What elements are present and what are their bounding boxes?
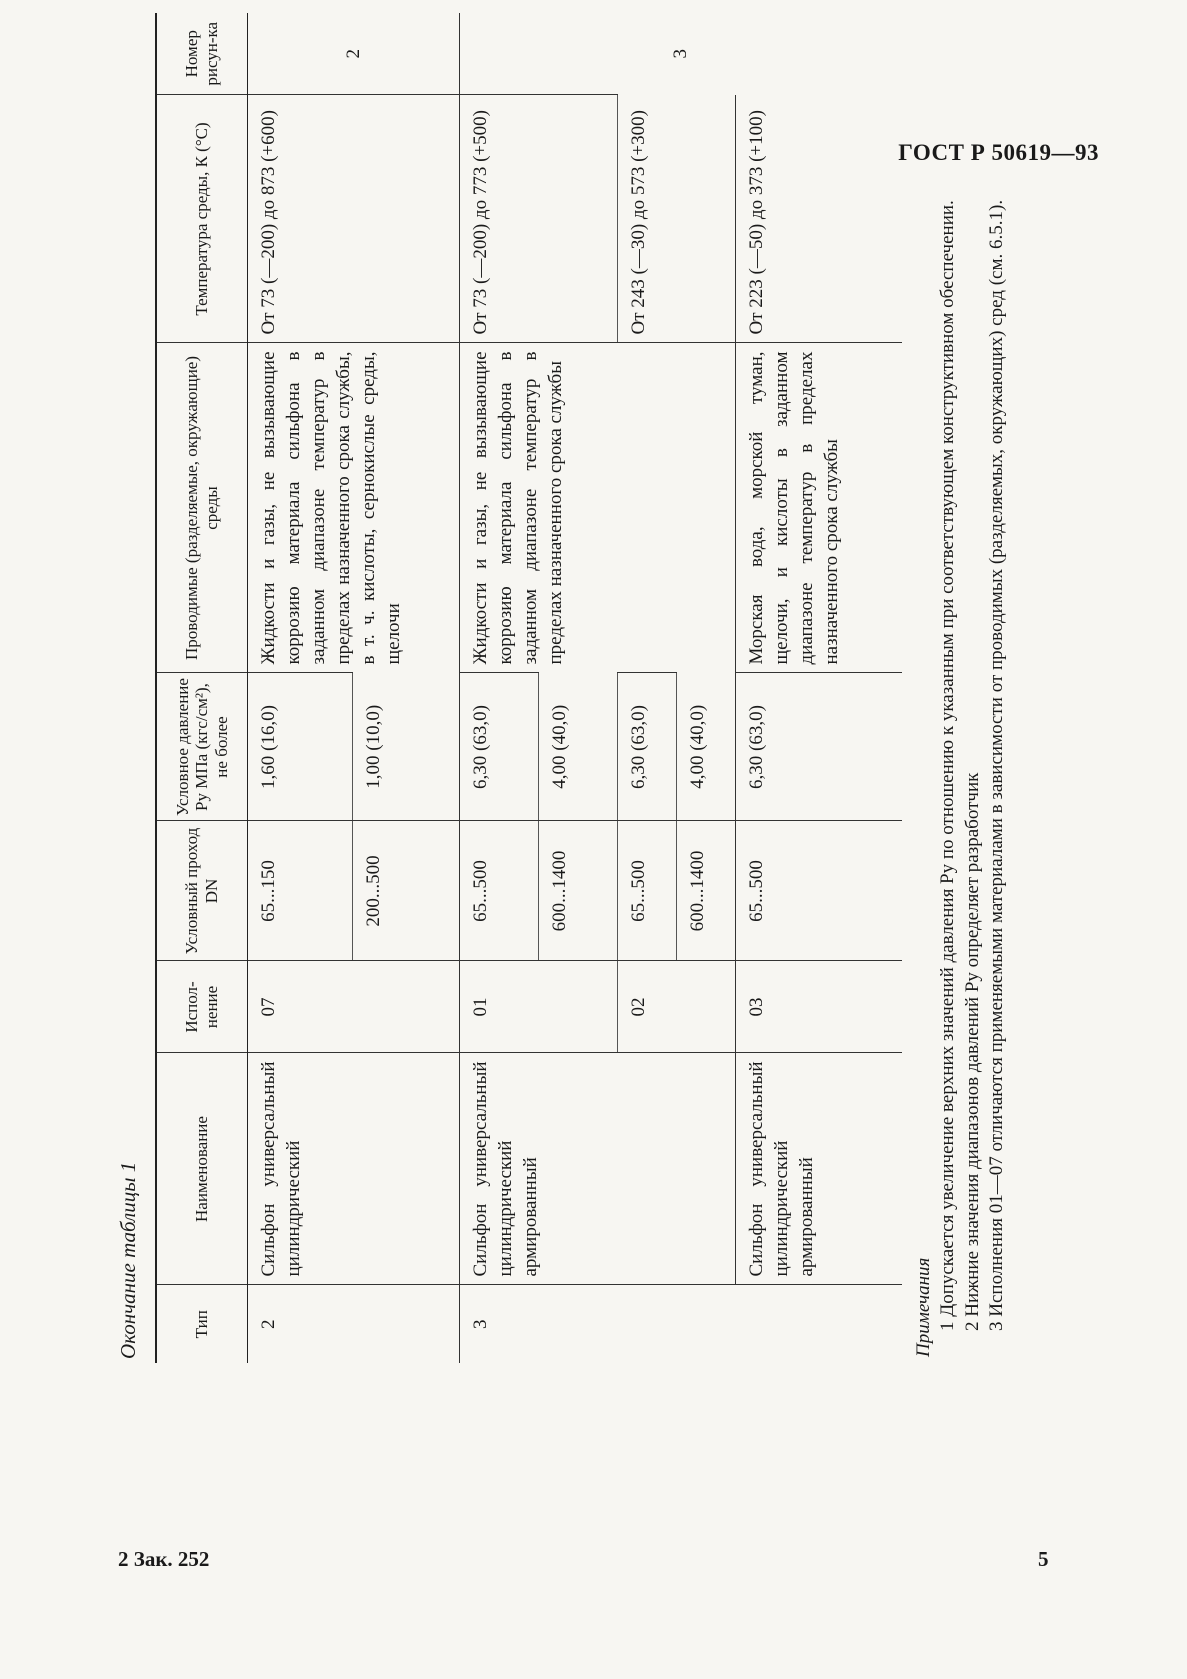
table-row	[248, 13, 353, 1363]
cell-pressure: 1,00 (10,0)	[353, 673, 460, 821]
notes-block	[912, 13, 1009, 1363]
document-code: ГОСТ Р 50619—93	[898, 140, 1099, 165]
cell-name: Сильфон универсальный цилиндрический армированный	[736, 1053, 903, 1285]
cell-pressure: 6,30 (63,0)	[736, 673, 903, 821]
cell-execution: 02	[618, 961, 736, 1053]
rotated-table-block	[115, 13, 1075, 1363]
col-dn: Условный проход DN	[156, 821, 248, 961]
cell-temperature: От 223 (—50) до 373 (+100)	[736, 95, 903, 343]
cell-figure: 3	[460, 13, 903, 95]
cell-execution: 07	[248, 961, 460, 1053]
col-figure: Номер рисун-ка	[156, 13, 248, 95]
cell-media: Жидкости и газы, не вызывающие коррозию материала сильфона в заданном диапазоне температур в пределах назначенного срока службы, в т. ч. кислоты, сернокислые среды, щелочи	[248, 343, 460, 673]
cell-figure: 2	[248, 13, 460, 95]
cell-temperature: От 243 (—30) до 573 (+300)	[618, 95, 736, 343]
cell-execution: 03	[736, 961, 903, 1053]
header-row	[156, 13, 248, 1363]
cell-dn: 600...1400	[539, 821, 618, 961]
cell-pressure: 1,60 (16,0)	[248, 673, 353, 821]
col-type: Тип	[156, 1285, 248, 1363]
specs-table	[155, 13, 902, 1363]
cell-dn: 65...500	[618, 821, 677, 961]
cell-dn: 65...150	[248, 821, 353, 961]
cell-pressure: 6,30 (63,0)	[618, 673, 677, 821]
note-3: 3 Исполнения 01—07 отличаются применяемыми материалами в зависимости от проводимых (разделяемых, окружающих) сред (см. 6.5.1).	[985, 199, 1007, 1331]
table-row	[736, 13, 903, 1363]
notes-title: Примечания	[913, 1257, 934, 1357]
cell-pressure: 4,00 (40,0)	[677, 673, 736, 821]
cell-dn: 200...500	[353, 821, 460, 961]
col-name: Наименование	[156, 1053, 248, 1285]
cell-media: Морская вода, морской туман, щелочи, и кислоты в заданном диапазоне температур в пределах назначенного срока службы	[736, 343, 903, 673]
note-1: 1 Допускается увеличение верхних значений давления Pу по отношению к указанным при соответствующем конструктивном обеспечении.	[937, 200, 959, 1331]
cell-pressure: 4,00 (40,0)	[539, 673, 618, 821]
cell-dn: 65...500	[736, 821, 903, 961]
page-number: 5	[1038, 1547, 1049, 1571]
table-caption: Окончание таблицы 1	[116, 1161, 140, 1359]
cell-name: Сильфон универсальный цилиндрический	[248, 1053, 460, 1285]
cell-temperature: От 73 (—200) до 873 (+600)	[248, 95, 460, 343]
col-execution: Испол-нение	[156, 961, 248, 1053]
col-temperature: Температура среды, К (°С)	[156, 95, 248, 343]
cell-name: Сильфон универсальный цилиндрический армированный	[460, 1053, 736, 1285]
note-2: 2 Нижние значения диапазонов давлений Pу определяет разработчик	[961, 772, 983, 1331]
order-number: 2 Зак. 252	[118, 1547, 210, 1571]
cell-type: 3	[460, 1285, 903, 1363]
col-media: Проводимые (разделяемые, окружающие) среды	[156, 343, 248, 673]
cell-execution: 01	[460, 961, 618, 1053]
cell-dn: 65...500	[460, 821, 539, 961]
table-row	[460, 13, 539, 1363]
cell-dn: 600...1400	[677, 821, 736, 961]
cell-type: 2	[248, 1285, 460, 1363]
col-pressure: Условное давление Pу МПа (кгс/см²), не более	[156, 673, 248, 821]
cell-pressure: 6,30 (63,0)	[460, 673, 539, 821]
cell-media: Жидкости и газы, не вызывающие коррозию материала сильфона в заданном диапазоне температур в пределах назначенного срока службы	[460, 343, 736, 673]
cell-temperature: От 73 (—200) до 773 (+500)	[460, 95, 618, 343]
